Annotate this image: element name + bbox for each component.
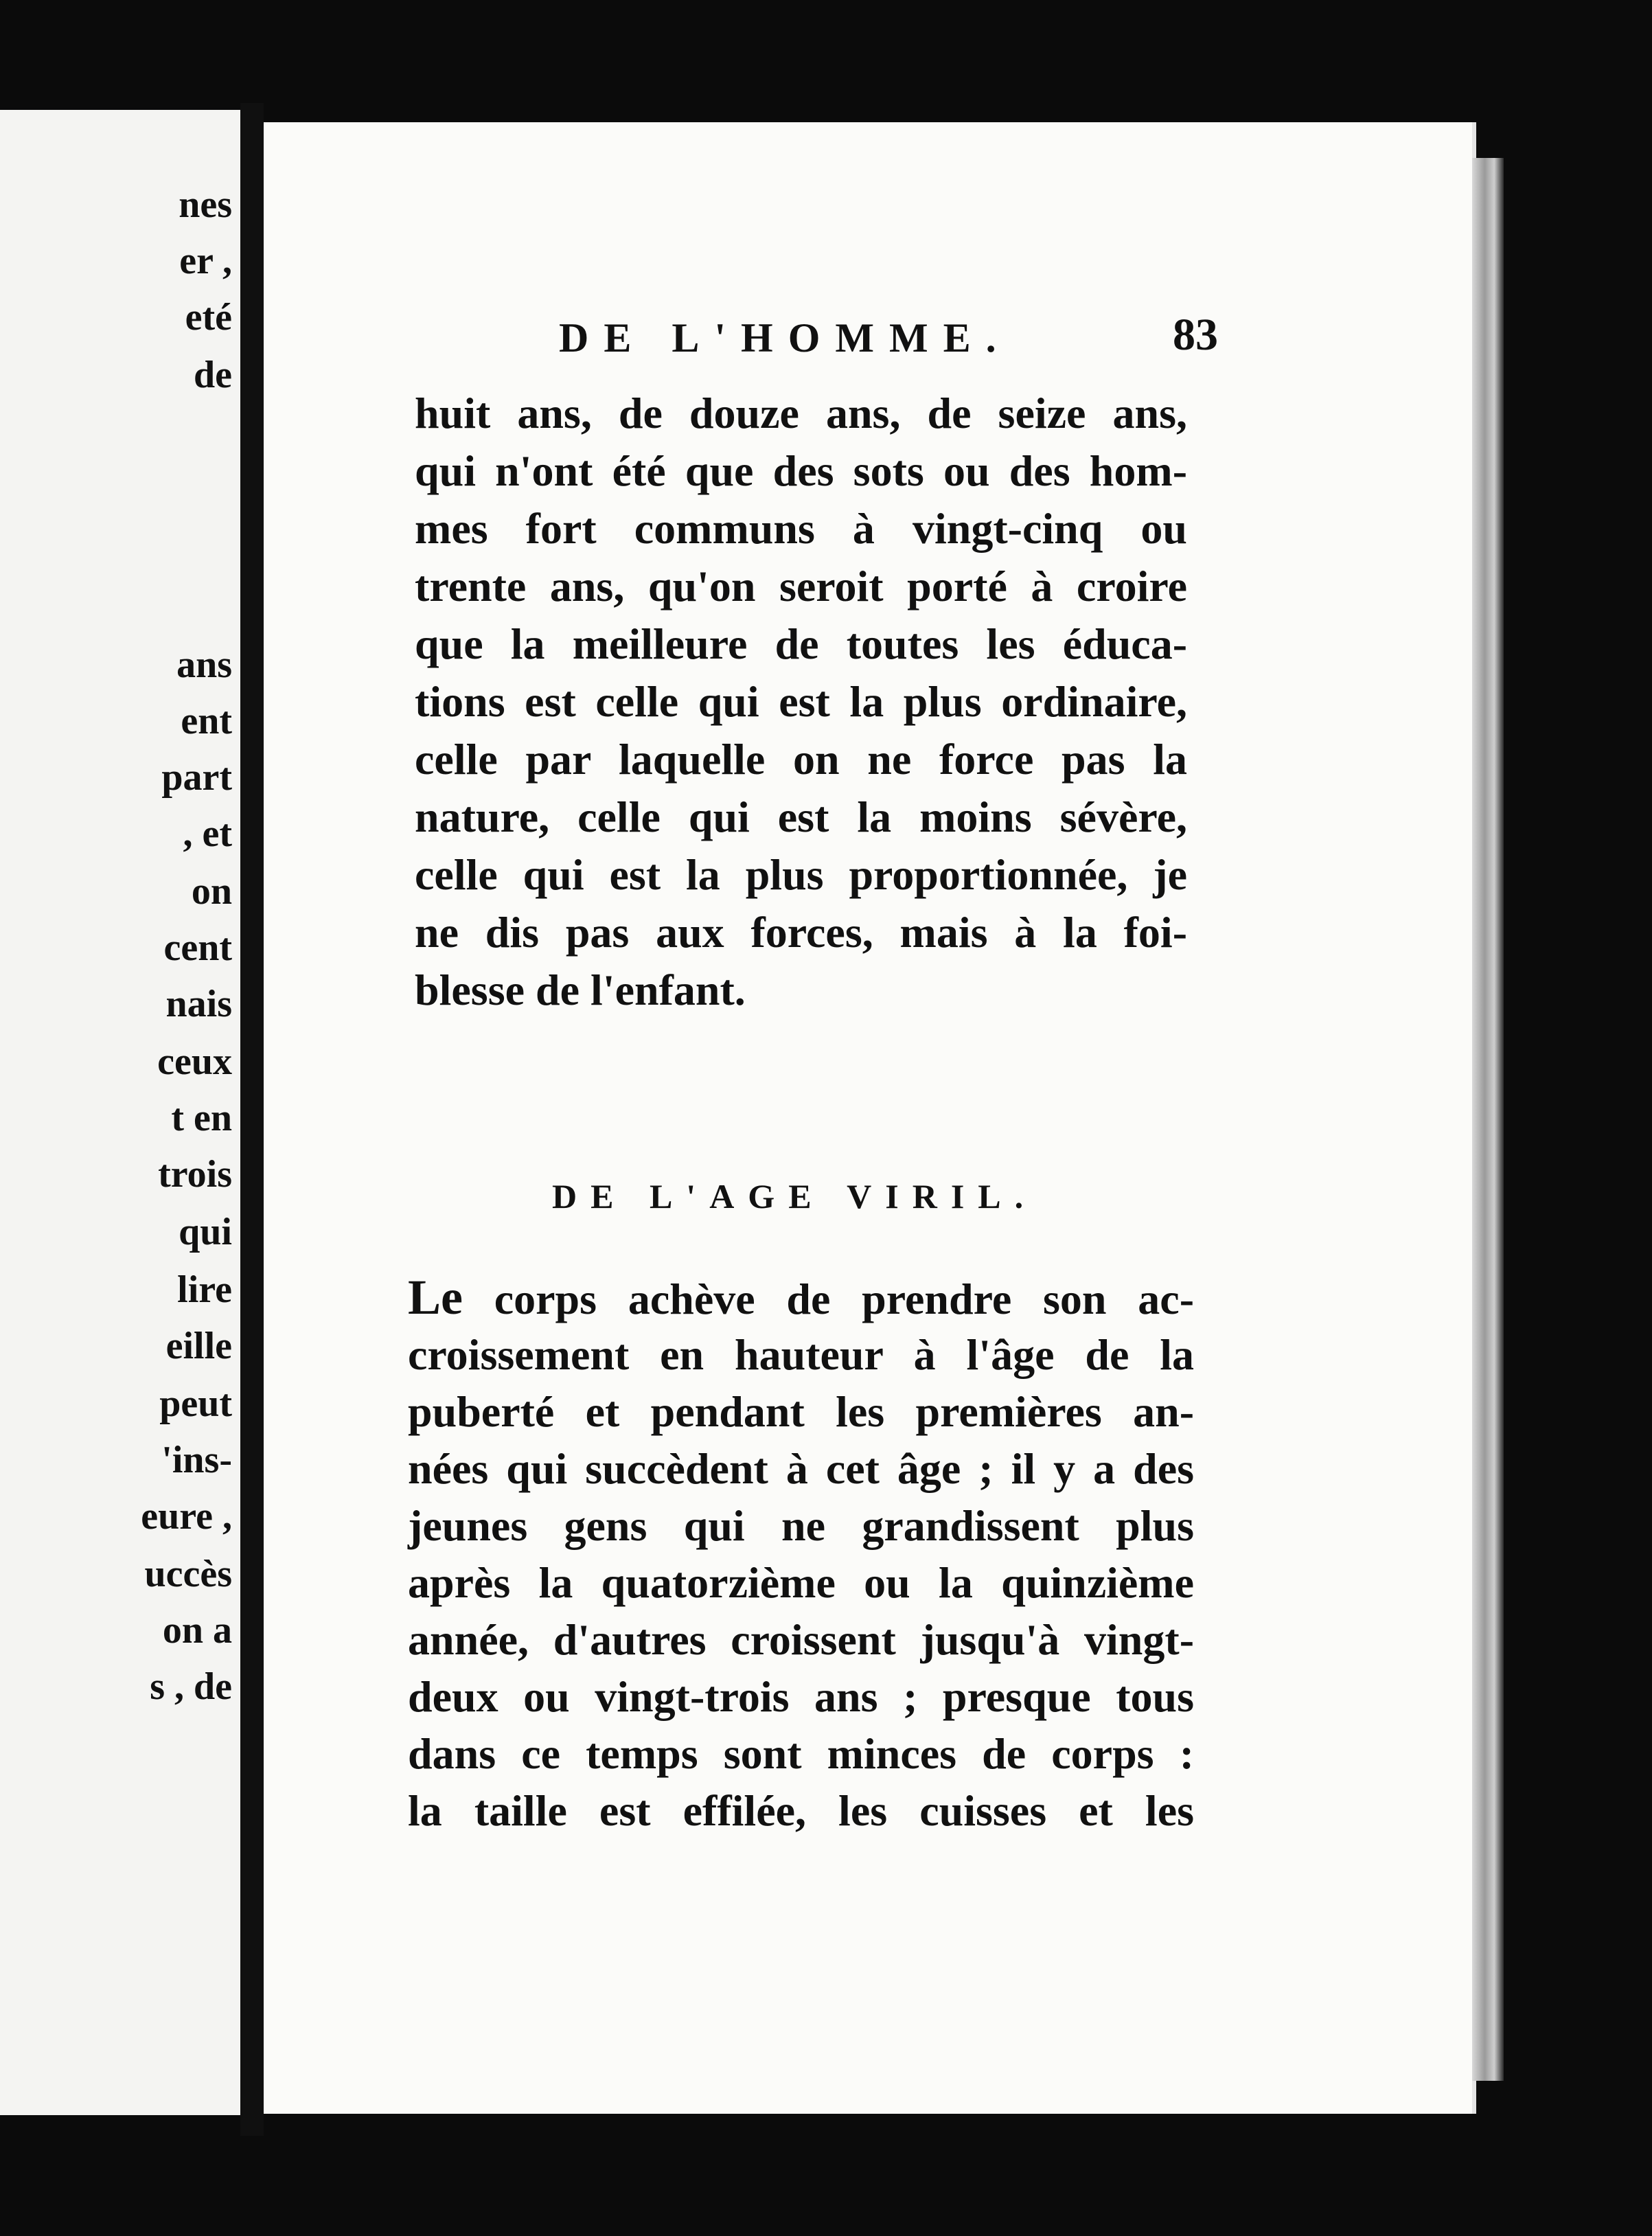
initial-letters: Le xyxy=(408,1270,463,1325)
page-fore-edge xyxy=(1472,158,1504,2081)
paragraph-continued xyxy=(415,385,1187,1019)
left-fragment: on a xyxy=(162,1609,232,1652)
left-fragment: ent xyxy=(181,700,232,742)
book-page xyxy=(264,122,1476,2114)
text-line: la taille est effilée, les cuisses et les xyxy=(408,1786,1194,1835)
left-fragment: cent xyxy=(163,926,232,969)
left-fragment: s , de xyxy=(150,1665,232,1708)
left-fragment: trois xyxy=(158,1153,232,1196)
text-line: puberté et pendant les premières an- xyxy=(408,1387,1194,1436)
left-fragment: uccès xyxy=(144,1553,232,1595)
page-number: 83 xyxy=(1173,310,1218,360)
text-line: nature, celle qui est la moins sévère, xyxy=(415,792,1187,841)
text-line: ne dis pas aux forces, mais à la foi- xyxy=(415,908,1187,957)
section-heading: DE L'AGE VIRIL. xyxy=(552,1177,1037,1216)
text-line: nées qui succèdent à cet âge ; il y a des xyxy=(408,1444,1194,1493)
text-line: mes fort communs à vingt-cinq ou xyxy=(415,504,1187,553)
text-line: croissement en hauteur à l'âge de la xyxy=(408,1330,1194,1379)
text-line: jeunes gens qui ne grandissent plus xyxy=(408,1501,1194,1550)
left-fragment: eure , xyxy=(141,1495,232,1538)
text-line: tions est celle qui est la plus ordinaire, xyxy=(415,677,1187,726)
left-fragment: 'ins- xyxy=(161,1439,232,1481)
text-line-first xyxy=(408,1269,1194,1326)
previous-page-edge xyxy=(0,110,240,2115)
text-line: celle qui est la plus proportionnée, je xyxy=(415,850,1187,899)
left-fragment: lire xyxy=(177,1268,232,1311)
left-fragment: peut xyxy=(159,1382,232,1425)
left-fragment: de xyxy=(194,354,232,396)
running-head: DE L'HOMME. xyxy=(559,315,1011,361)
text-line: année, d'autres croissent jusqu'à vingt- xyxy=(408,1615,1194,1664)
left-fragment: er , xyxy=(179,240,232,282)
text-line: après la quatorzième ou la quinzième xyxy=(408,1558,1194,1607)
left-fragment: eille xyxy=(165,1325,232,1367)
book-gutter xyxy=(240,103,264,2136)
left-fragment: nes xyxy=(179,183,232,226)
text-line: trente ans, qu'on seroit porté à croire xyxy=(415,562,1187,611)
text-line: que la meilleure de toutes les éduca- xyxy=(415,619,1187,668)
left-fragment: eté xyxy=(185,296,232,339)
text-line: qui n'ont été que des sots ou des hom- xyxy=(415,446,1187,495)
text-line: blesse de l'enfant. xyxy=(415,966,746,1014)
text-line: huit ans, de douze ans, de seize ans, xyxy=(415,389,1187,437)
left-fragment: t en xyxy=(171,1097,232,1139)
text-line: celle par laquelle on ne force pas la xyxy=(415,735,1187,784)
text-line-rest: corps achève de prendre son ac- xyxy=(462,1275,1194,1323)
left-fragment: nais xyxy=(165,983,232,1025)
paragraph-age-viril xyxy=(408,1269,1194,1839)
text-line: dans ce temps sont minces de corps : xyxy=(408,1729,1194,1778)
text-line: deux ou vingt-trois ans ; presque tous xyxy=(408,1672,1194,1721)
left-fragment: ans xyxy=(176,643,232,686)
left-fragment: on xyxy=(191,870,232,913)
left-fragment: qui xyxy=(179,1211,232,1253)
left-fragment: part xyxy=(161,756,232,799)
left-fragment: ceux xyxy=(157,1040,232,1083)
left-fragment: , et xyxy=(183,812,232,855)
